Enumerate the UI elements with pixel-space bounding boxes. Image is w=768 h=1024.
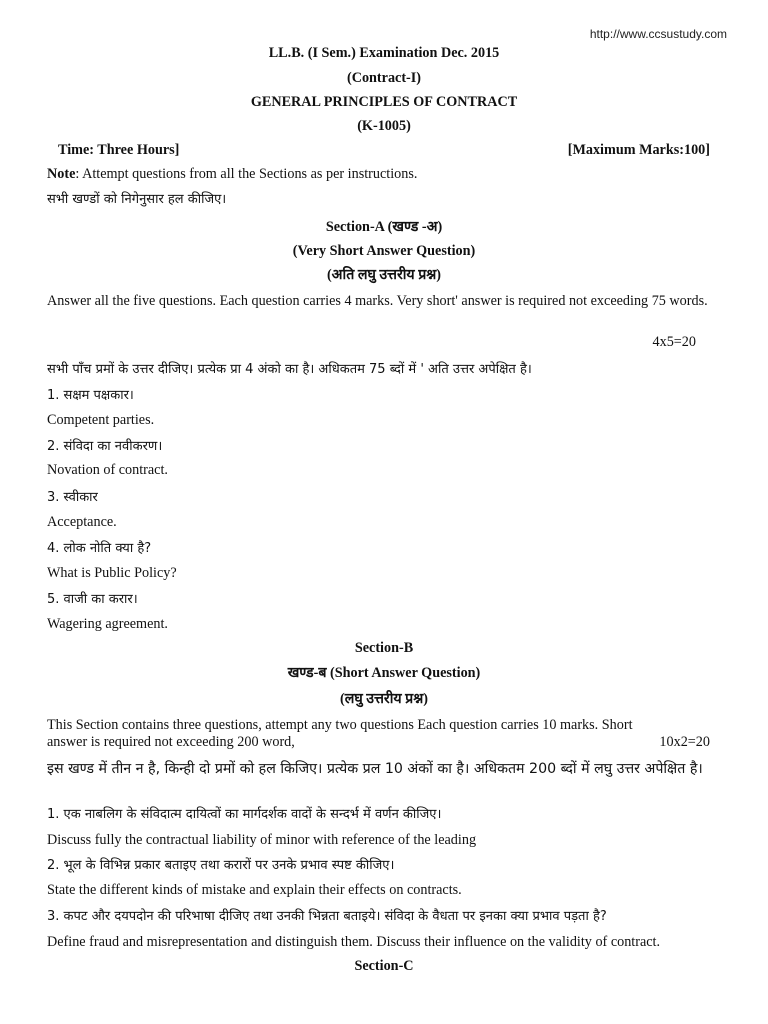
note-label: Note xyxy=(47,166,76,182)
section-a-subtitle: (Very Short Answer Question) xyxy=(292,243,476,259)
section-b-subtitle-hindi: (लघु उत्तरीय प्रश्न) xyxy=(340,691,428,707)
subject-title: GENERAL PRINCIPLES OF CONTRACT xyxy=(250,94,518,110)
section-b-title: Section-B xyxy=(354,640,414,656)
question-hindi: 2. भूल के विभिन्न प्रकार बताइए तथा करारों पर उनके प्रभाव स्पष्ट कीजिए। xyxy=(47,858,395,873)
exam-title: LL.B. (I Sem.) Examination Dec. 2015 xyxy=(268,45,500,61)
question-hindi: 5. वाजी का करार। xyxy=(47,592,138,607)
question-english: Define fraud and misrepresentation and distinguish them. Discuss their influence on the validity of contract. xyxy=(47,934,661,950)
question-english: Competent parties. xyxy=(47,412,155,428)
question-hindi: 3. स्वीकार xyxy=(47,490,98,505)
section-b-marks: 10x2=20 xyxy=(659,734,710,750)
section-a-subtitle-hindi: (अति लघु उत्तरीय प्रश्न) xyxy=(326,267,442,283)
question-hindi: 2. संविदा का नवीकरण। xyxy=(47,439,163,454)
question-english: Acceptance. xyxy=(47,514,117,530)
section-b-instructions-hindi: इस खण्ड में तीन न है, किन्ही दो प्रमों को हल किजिए। प्रत्येक प्रल 10 अंकों का है। अधिकतम 200 ब्दों में लघु उत्तर अपेक्षित है। xyxy=(47,761,703,777)
question-english: State the different kinds of mistake and explain their effects on contracts. xyxy=(47,882,462,898)
section-a-instructions-hindi: सभी पाँच प्रमों के उत्तर दीजिए। प्रत्येक प्रा 4 अंको का है। अधिकतम 75 ब्दों में ' अति उत्तर अपेक्षित है। xyxy=(47,362,532,377)
question-hindi: 1. सक्षम पक्षकार। xyxy=(47,388,134,403)
note-line xyxy=(47,166,417,183)
section-b-subtitle: खण्ड-ब (Short Answer Question) xyxy=(287,665,481,681)
maximum-marks: [Maximum Marks:100] xyxy=(567,142,710,158)
question-hindi: 4. लोक नोति क्या है? xyxy=(47,541,152,556)
section-a-instructions: Answer all the five questions. Each question carries 4 marks. Very short' answer is required not exceeding 75 words. xyxy=(47,293,708,309)
question-hindi: 1. एक नाबलिग के संविदात्म दायित्वों का मार्गदर्शक वादों के सन्दर्भ में वर्णन कीजिए। xyxy=(47,807,442,822)
question-english: Discuss fully the contractual liability of minor with reference of the leading xyxy=(47,832,477,848)
question-english: Wagering agreement. xyxy=(47,616,168,632)
section-b-instructions: This Section contains three questions, attempt any two questions Each question carries 10 marks. Short answer is required not exceeding 200 word, xyxy=(47,717,633,750)
question-english: What is Public Policy? xyxy=(47,565,177,581)
section-a-marks: 4x5=20 xyxy=(652,334,696,350)
time-allowed: Time: Three Hours] xyxy=(58,142,180,158)
note-text: : Attempt questions from all the Sections as per instructions. xyxy=(75,166,418,182)
section-a-title: Section-A (खण्ड -अ) xyxy=(325,219,443,235)
paper-code: (K-1005) xyxy=(357,118,411,134)
note-hindi: सभी खण्डों को निगेनुसार हल कीजिए। xyxy=(47,192,227,207)
question-hindi: 3. कपट और दयपदोन की परिभाषा दीजिए तथा उनकी भिन्नता बताइये। संविदा के वैधता पर इनका क्या प्रभाव पड़ता है? xyxy=(47,909,607,924)
paper-name: (Contract-I) xyxy=(346,70,422,86)
section-c-title: Section-C xyxy=(354,958,414,974)
question-english: Novation of contract. xyxy=(47,462,168,478)
source-url[interactable]: http://www.ccsustudy.com xyxy=(589,27,727,41)
